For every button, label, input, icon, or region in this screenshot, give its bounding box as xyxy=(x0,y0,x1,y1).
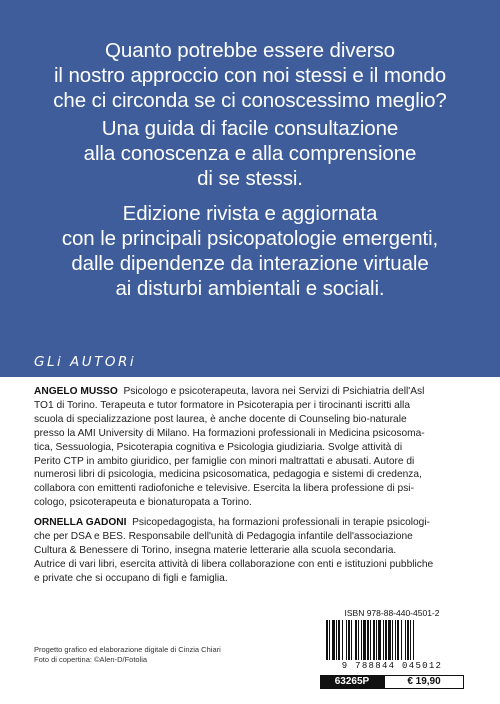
blurb-line: che ci circonda se ci conoscessimo meglio? xyxy=(53,89,447,112)
blurb-paragraph-2 xyxy=(0,116,500,191)
barcode-bar xyxy=(401,620,402,660)
blurb-line: Una guida di facile consultazione xyxy=(101,117,399,140)
blurb-line: con le principali psicopatologie emergenti, xyxy=(61,227,439,250)
bio-line: scuola di specializzazione post laurea, è anche docente di Counseling bio-naturale xyxy=(34,413,407,425)
bio-line: Psicopedagogista, ha formazioni professionali in terapie psicologi- xyxy=(132,517,430,528)
author-name: ANGELO MUSSO xyxy=(34,386,118,397)
barcode-icon xyxy=(324,620,460,660)
bio-line: TO1 di Torino. Terapeuta e tutor formatore in Psicoterapia per i tirocinanti iscritti alla xyxy=(34,399,410,411)
barcode-bar xyxy=(332,620,335,660)
barcode-bar xyxy=(413,620,414,660)
bio-line: che per DSA e BES. Responsabile dell'unità di Pedagogia infantile dell'associazione xyxy=(34,530,413,542)
blurb-paragraph-1 xyxy=(0,38,500,113)
barcode-bar xyxy=(376,620,377,660)
barcode-bar xyxy=(370,620,371,660)
isbn-barcode-block xyxy=(320,608,464,696)
barcode-bar xyxy=(367,620,369,660)
barcode-bar xyxy=(388,620,391,660)
barcode-bar xyxy=(373,620,375,660)
barcode-bar xyxy=(385,620,387,660)
bio-line: e private che si occupano di figli e famiglia. xyxy=(34,572,228,584)
barcode-bar xyxy=(407,620,409,660)
barcode-bar xyxy=(383,620,384,660)
blurb-line: Edizione rivista e aggiornata xyxy=(122,202,378,225)
bio-line: presso la AMI University di Milano. Ha formazioni professionali in Medicina psicosoma- xyxy=(34,427,425,439)
bio-line: tica, Sessuologia, Psicoterapia cognitiva e Psicologia giudiziaria. Svolge attività di xyxy=(34,441,403,453)
bio-line: collabora con emittenti radiofoniche e televisive. Esercita la libera professione di psi- xyxy=(34,483,414,495)
barcode-bar xyxy=(358,620,359,660)
barcode-bar xyxy=(378,620,381,660)
barcode-bar xyxy=(336,620,337,660)
barcode-bar xyxy=(326,620,328,660)
blurb-line: ai disturbi ambientali e sociali. xyxy=(115,277,385,300)
bio-line: Psicologo e psicoterapeuta, lavora nei Servizi di Psichiatria dell'Asl xyxy=(123,386,425,397)
credits xyxy=(34,645,221,665)
author-bio-gadoni xyxy=(34,516,466,586)
credits-design: Progetto grafico ed elaborazione digitale di Cinzia Chiari xyxy=(34,645,221,654)
barcode-bar xyxy=(355,620,357,660)
product-code: 63265P xyxy=(320,675,384,689)
bio-line: Autrice di vari libri, esercita attività di libera collaborazione con enti e istituzioni pubbliche xyxy=(34,558,434,570)
barcode-bar xyxy=(395,620,396,660)
blurb-line: alla conoscenza e alla comprensione xyxy=(83,142,417,165)
bio-line: cologo, psicoterapeuta e bionaturopata a Torino. xyxy=(34,497,252,509)
blurb-paragraph-3 xyxy=(0,201,500,301)
author-bio-musso xyxy=(34,385,466,510)
barcode-bar xyxy=(361,620,362,660)
isbn-label: ISBN 978-88-440-4501-2 xyxy=(344,608,440,618)
blurb-line: dalle dipendenze da interazione virtuale xyxy=(71,252,429,275)
barcode-bar xyxy=(392,620,393,660)
barcode-bar xyxy=(351,620,352,660)
barcode-bar xyxy=(397,620,399,660)
barcode-bar xyxy=(329,620,330,660)
blurb-line: il nostro approccio con noi stessi e il mondo xyxy=(53,64,447,87)
credits-photo: Foto di copertina: ©Alen-D/Fotolia xyxy=(34,655,148,664)
barcode-bar xyxy=(405,620,406,660)
barcode-bar xyxy=(338,620,340,660)
barcode-bar xyxy=(342,620,343,660)
author-name: ORNELLA GADONI xyxy=(34,517,127,528)
bio-line: Cultura & Benessere di Torino, insegna materie letterarie alla scuola secondaria. xyxy=(34,544,397,556)
barcode-digits: 9 788844 045012 xyxy=(341,661,443,671)
authors-heading: GLi AUTORi xyxy=(34,354,137,370)
barcode-bar xyxy=(346,620,347,660)
blurb-line: Quanto potrebbe essere diverso xyxy=(105,39,395,62)
barcode-bar xyxy=(363,620,366,660)
blurb-line: di se stessi. xyxy=(197,167,303,190)
bio-line: Perito CTP in ambito giuridico, per famiglie con minori maltrattati e abusati. Autore di xyxy=(34,455,415,467)
price: € 19,90 xyxy=(384,675,464,689)
barcode-bar xyxy=(348,620,350,660)
bio-line: numerosi libri di psicologia, medicina psicosomatica, pedagogia e sistemi di credenza, xyxy=(34,469,422,481)
barcode-bar xyxy=(410,620,411,660)
